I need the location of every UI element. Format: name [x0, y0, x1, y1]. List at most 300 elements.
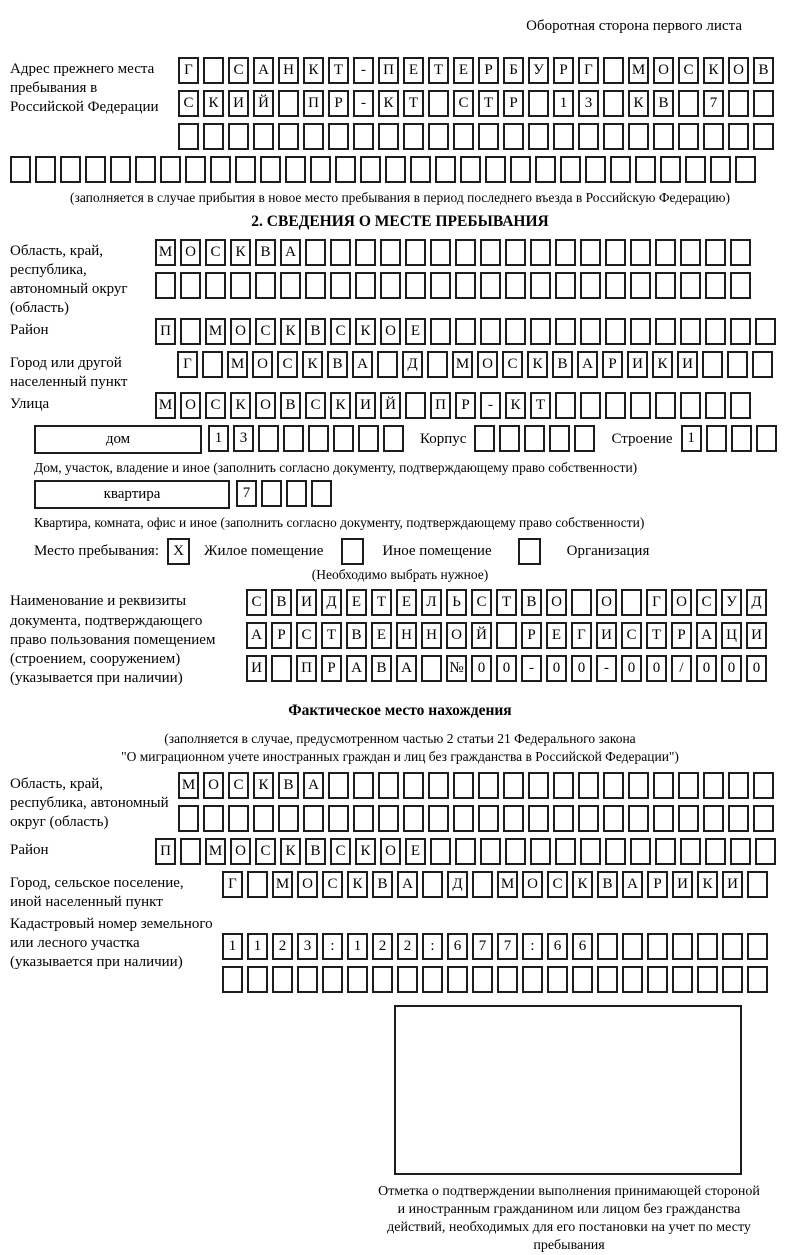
char-box[interactable]: К	[253, 772, 274, 799]
char-box[interactable]: Д	[447, 871, 468, 898]
char-box[interactable]	[578, 805, 599, 832]
char-box[interactable]	[660, 156, 681, 183]
char-box[interactable]	[555, 838, 576, 865]
char-box[interactable]	[428, 123, 449, 150]
char-box[interactable]: У	[721, 589, 742, 616]
char-box[interactable]: 3	[297, 933, 318, 960]
char-box[interactable]: М	[155, 239, 176, 266]
char-box[interactable]	[560, 156, 581, 183]
char-box[interactable]	[603, 123, 624, 150]
char-box[interactable]: Ц	[721, 622, 742, 649]
char-box[interactable]: 3	[578, 90, 599, 117]
char-box[interactable]: К	[302, 351, 323, 378]
char-box[interactable]	[480, 239, 501, 266]
char-box[interactable]	[756, 425, 777, 452]
char-box[interactable]	[535, 156, 556, 183]
char-box[interactable]	[703, 772, 724, 799]
char-box[interactable]	[505, 239, 526, 266]
char-box[interactable]: Р	[455, 392, 476, 419]
char-box[interactable]: 0	[646, 655, 667, 682]
char-box[interactable]: О	[252, 351, 273, 378]
char-box[interactable]	[630, 318, 651, 345]
char-box[interactable]: И	[228, 90, 249, 117]
char-box[interactable]	[549, 425, 570, 452]
char-box[interactable]: 0	[546, 655, 567, 682]
char-box[interactable]	[330, 239, 351, 266]
char-box[interactable]: В	[597, 871, 618, 898]
char-box[interactable]	[160, 156, 181, 183]
char-box[interactable]: А	[253, 57, 274, 84]
char-box[interactable]: С	[305, 392, 326, 419]
char-box[interactable]: Р	[478, 57, 499, 84]
char-box[interactable]	[303, 805, 324, 832]
char-box[interactable]	[422, 966, 443, 993]
char-box[interactable]	[222, 966, 243, 993]
char-box[interactable]	[180, 838, 201, 865]
char-box[interactable]	[753, 90, 774, 117]
char-box[interactable]	[530, 838, 551, 865]
char-box[interactable]: О	[653, 57, 674, 84]
char-box[interactable]: 2	[397, 933, 418, 960]
kvartira-type-box[interactable]: квартира	[34, 480, 230, 509]
char-box[interactable]	[261, 480, 282, 507]
char-box[interactable]	[455, 272, 476, 299]
char-box[interactable]: Е	[453, 57, 474, 84]
char-box[interactable]: Ь	[446, 589, 467, 616]
char-box[interactable]: Е	[371, 622, 392, 649]
char-box[interactable]	[753, 772, 774, 799]
char-box[interactable]	[705, 392, 726, 419]
char-box[interactable]	[278, 90, 299, 117]
char-box[interactable]: В	[280, 392, 301, 419]
char-box[interactable]	[428, 90, 449, 117]
char-box[interactable]	[253, 123, 274, 150]
char-box[interactable]	[480, 318, 501, 345]
char-box[interactable]	[503, 772, 524, 799]
checkbox-inoe[interactable]	[341, 538, 364, 565]
char-box[interactable]	[328, 772, 349, 799]
char-box[interactable]	[460, 156, 481, 183]
char-box[interactable]: М	[178, 772, 199, 799]
char-box[interactable]	[510, 156, 531, 183]
char-box[interactable]	[278, 805, 299, 832]
char-box[interactable]: А	[397, 871, 418, 898]
char-box[interactable]: К	[527, 351, 548, 378]
char-box[interactable]	[405, 392, 426, 419]
char-box[interactable]: П	[296, 655, 317, 682]
char-box[interactable]	[530, 318, 551, 345]
char-box[interactable]: С	[255, 318, 276, 345]
char-box[interactable]	[678, 123, 699, 150]
char-box[interactable]	[730, 318, 751, 345]
char-box[interactable]: О	[477, 351, 498, 378]
char-box[interactable]	[230, 272, 251, 299]
char-box[interactable]: А	[303, 772, 324, 799]
char-box[interactable]	[703, 805, 724, 832]
char-box[interactable]: В	[305, 318, 326, 345]
char-box[interactable]	[728, 123, 749, 150]
char-box[interactable]	[697, 933, 718, 960]
char-box[interactable]	[455, 318, 476, 345]
char-box[interactable]: -	[521, 655, 542, 682]
char-box[interactable]: М	[452, 351, 473, 378]
char-box[interactable]: О	[230, 318, 251, 345]
char-box[interactable]	[353, 772, 374, 799]
char-box[interactable]	[447, 966, 468, 993]
char-box[interactable]: Т	[328, 57, 349, 84]
char-box[interactable]: К	[203, 90, 224, 117]
char-box[interactable]: Е	[405, 318, 426, 345]
char-box[interactable]	[421, 655, 442, 682]
char-box[interactable]	[571, 589, 592, 616]
char-box[interactable]	[297, 966, 318, 993]
char-box[interactable]: Р	[321, 655, 342, 682]
char-box[interactable]: 0	[471, 655, 492, 682]
char-box[interactable]	[555, 272, 576, 299]
char-box[interactable]: Д	[402, 351, 423, 378]
char-box[interactable]	[330, 272, 351, 299]
char-box[interactable]: В	[372, 871, 393, 898]
char-box[interactable]	[603, 57, 624, 84]
char-box[interactable]	[328, 123, 349, 150]
char-box[interactable]	[678, 90, 699, 117]
char-box[interactable]	[272, 966, 293, 993]
char-box[interactable]	[530, 239, 551, 266]
char-box[interactable]: Т	[403, 90, 424, 117]
char-box[interactable]: О	[522, 871, 543, 898]
char-box[interactable]: Д	[321, 589, 342, 616]
char-box[interactable]	[605, 392, 626, 419]
char-box[interactable]: Т	[478, 90, 499, 117]
char-box[interactable]: Е	[546, 622, 567, 649]
char-box[interactable]	[280, 272, 301, 299]
char-box[interactable]: -	[353, 90, 374, 117]
char-box[interactable]: Р	[328, 90, 349, 117]
char-box[interactable]	[605, 838, 626, 865]
char-box[interactable]	[603, 90, 624, 117]
char-box[interactable]: М	[272, 871, 293, 898]
char-box[interactable]	[285, 156, 306, 183]
char-box[interactable]	[610, 156, 631, 183]
char-box[interactable]: 7	[703, 90, 724, 117]
char-box[interactable]	[472, 966, 493, 993]
char-box[interactable]: С	[178, 90, 199, 117]
char-box[interactable]: М	[227, 351, 248, 378]
char-box[interactable]	[524, 425, 545, 452]
char-box[interactable]: К	[303, 57, 324, 84]
char-box[interactable]	[410, 156, 431, 183]
char-box[interactable]	[680, 239, 701, 266]
char-box[interactable]	[378, 805, 399, 832]
char-box[interactable]	[731, 425, 752, 452]
char-box[interactable]: А	[346, 655, 367, 682]
char-box[interactable]: У	[528, 57, 549, 84]
char-box[interactable]: И	[677, 351, 698, 378]
char-box[interactable]	[735, 156, 756, 183]
char-box[interactable]	[430, 272, 451, 299]
char-box[interactable]: -	[353, 57, 374, 84]
char-box[interactable]	[403, 123, 424, 150]
char-box[interactable]	[628, 772, 649, 799]
char-box[interactable]: Т	[646, 622, 667, 649]
char-box[interactable]	[622, 933, 643, 960]
char-box[interactable]: И	[246, 655, 267, 682]
char-box[interactable]	[210, 156, 231, 183]
char-box[interactable]: И	[746, 622, 767, 649]
char-box[interactable]	[378, 772, 399, 799]
char-box[interactable]	[202, 351, 223, 378]
char-box[interactable]	[10, 156, 31, 183]
char-box[interactable]: О	[728, 57, 749, 84]
char-box[interactable]: Н	[278, 57, 299, 84]
char-box[interactable]	[547, 966, 568, 993]
char-box[interactable]: П	[155, 838, 176, 865]
char-box[interactable]	[60, 156, 81, 183]
char-box[interactable]	[360, 156, 381, 183]
char-box[interactable]: К	[652, 351, 673, 378]
char-box[interactable]	[722, 966, 743, 993]
char-box[interactable]: А	[577, 351, 598, 378]
char-box[interactable]	[428, 805, 449, 832]
char-box[interactable]	[377, 351, 398, 378]
char-box[interactable]	[747, 966, 768, 993]
char-box[interactable]: И	[596, 622, 617, 649]
char-box[interactable]: Н	[396, 622, 417, 649]
char-box[interactable]: Р	[553, 57, 574, 84]
char-box[interactable]: 1	[222, 933, 243, 960]
char-box[interactable]	[180, 272, 201, 299]
char-box[interactable]	[228, 805, 249, 832]
char-box[interactable]: В	[371, 655, 392, 682]
char-box[interactable]: К	[355, 838, 376, 865]
char-box[interactable]: Г	[177, 351, 198, 378]
char-box[interactable]	[372, 966, 393, 993]
char-box[interactable]: М	[205, 838, 226, 865]
char-box[interactable]	[603, 805, 624, 832]
char-box[interactable]: Р	[647, 871, 668, 898]
char-box[interactable]	[380, 272, 401, 299]
char-box[interactable]	[455, 239, 476, 266]
char-box[interactable]	[155, 272, 176, 299]
char-box[interactable]: 0	[621, 655, 642, 682]
char-box[interactable]: О	[203, 772, 224, 799]
char-box[interactable]: Н	[421, 622, 442, 649]
char-box[interactable]: 1	[347, 933, 368, 960]
char-box[interactable]	[747, 871, 768, 898]
char-box[interactable]	[703, 123, 724, 150]
dom-type-box[interactable]: дом	[34, 425, 202, 454]
char-box[interactable]	[405, 272, 426, 299]
char-box[interactable]	[303, 123, 324, 150]
char-box[interactable]	[430, 318, 451, 345]
char-box[interactable]	[653, 805, 674, 832]
char-box[interactable]: С	[621, 622, 642, 649]
char-box[interactable]	[597, 966, 618, 993]
char-box[interactable]: А	[622, 871, 643, 898]
char-box[interactable]: 1	[553, 90, 574, 117]
char-box[interactable]: И	[722, 871, 743, 898]
char-box[interactable]	[178, 123, 199, 150]
char-box[interactable]	[705, 239, 726, 266]
checkbox-zhiloe[interactable]: X	[167, 538, 190, 565]
char-box[interactable]: Д	[746, 589, 767, 616]
char-box[interactable]	[135, 156, 156, 183]
char-box[interactable]	[385, 156, 406, 183]
char-box[interactable]: С	[205, 392, 226, 419]
char-box[interactable]: С	[471, 589, 492, 616]
char-box[interactable]: К	[280, 318, 301, 345]
char-box[interactable]	[203, 805, 224, 832]
char-box[interactable]: 6	[547, 933, 568, 960]
char-box[interactable]	[110, 156, 131, 183]
char-box[interactable]	[322, 966, 343, 993]
char-box[interactable]	[672, 933, 693, 960]
char-box[interactable]	[480, 838, 501, 865]
char-box[interactable]: С	[246, 589, 267, 616]
char-box[interactable]	[580, 392, 601, 419]
char-box[interactable]: В	[255, 239, 276, 266]
char-box[interactable]: О	[380, 318, 401, 345]
char-box[interactable]: 0	[571, 655, 592, 682]
char-box[interactable]: И	[296, 589, 317, 616]
char-box[interactable]	[706, 425, 727, 452]
char-box[interactable]: М	[205, 318, 226, 345]
char-box[interactable]	[578, 772, 599, 799]
char-box[interactable]: О	[446, 622, 467, 649]
char-box[interactable]	[553, 123, 574, 150]
char-box[interactable]: В	[653, 90, 674, 117]
char-box[interactable]: М	[628, 57, 649, 84]
char-box[interactable]	[605, 239, 626, 266]
char-box[interactable]	[727, 351, 748, 378]
char-box[interactable]: С	[696, 589, 717, 616]
char-box[interactable]	[380, 239, 401, 266]
char-box[interactable]	[605, 272, 626, 299]
char-box[interactable]	[655, 272, 676, 299]
char-box[interactable]: К	[355, 318, 376, 345]
char-box[interactable]: 2	[372, 933, 393, 960]
char-box[interactable]: К	[280, 838, 301, 865]
char-box[interactable]	[597, 933, 618, 960]
char-box[interactable]: В	[552, 351, 573, 378]
char-box[interactable]	[311, 480, 332, 507]
char-box[interactable]: С	[255, 838, 276, 865]
char-box[interactable]: -	[596, 655, 617, 682]
char-box[interactable]	[530, 272, 551, 299]
char-box[interactable]: К	[697, 871, 718, 898]
char-box[interactable]	[555, 318, 576, 345]
char-box[interactable]: А	[352, 351, 373, 378]
char-box[interactable]: Б	[503, 57, 524, 84]
char-box[interactable]	[655, 392, 676, 419]
char-box[interactable]	[555, 392, 576, 419]
char-box[interactable]	[235, 156, 256, 183]
char-box[interactable]: С	[205, 239, 226, 266]
char-box[interactable]: Р	[503, 90, 524, 117]
char-box[interactable]	[35, 156, 56, 183]
char-box[interactable]	[705, 838, 726, 865]
char-box[interactable]	[680, 392, 701, 419]
char-box[interactable]	[203, 57, 224, 84]
char-box[interactable]	[728, 90, 749, 117]
char-box[interactable]	[472, 871, 493, 898]
char-box[interactable]	[630, 392, 651, 419]
char-box[interactable]	[422, 871, 443, 898]
char-box[interactable]: 7	[472, 933, 493, 960]
char-box[interactable]	[347, 966, 368, 993]
char-box[interactable]: 0	[496, 655, 517, 682]
char-box[interactable]	[228, 123, 249, 150]
char-box[interactable]	[755, 318, 776, 345]
char-box[interactable]	[378, 123, 399, 150]
char-box[interactable]: И	[672, 871, 693, 898]
char-box[interactable]	[621, 589, 642, 616]
char-box[interactable]	[685, 156, 706, 183]
char-box[interactable]: О	[596, 589, 617, 616]
char-box[interactable]: С	[330, 838, 351, 865]
char-box[interactable]	[478, 805, 499, 832]
char-box[interactable]: А	[396, 655, 417, 682]
char-box[interactable]: -	[480, 392, 501, 419]
char-box[interactable]: 7	[236, 480, 257, 507]
char-box[interactable]: Р	[521, 622, 542, 649]
char-box[interactable]	[328, 805, 349, 832]
checkbox-organizatsiya[interactable]	[518, 538, 541, 565]
char-box[interactable]	[628, 123, 649, 150]
char-box[interactable]	[355, 239, 376, 266]
char-box[interactable]	[630, 239, 651, 266]
char-box[interactable]: В	[305, 838, 326, 865]
char-box[interactable]	[286, 480, 307, 507]
char-box[interactable]	[430, 239, 451, 266]
char-box[interactable]	[628, 805, 649, 832]
char-box[interactable]	[572, 966, 593, 993]
char-box[interactable]: /	[671, 655, 692, 682]
char-box[interactable]: Т	[428, 57, 449, 84]
char-box[interactable]: К	[505, 392, 526, 419]
char-box[interactable]: В	[521, 589, 542, 616]
char-box[interactable]: И	[627, 351, 648, 378]
char-box[interactable]: К	[378, 90, 399, 117]
char-box[interactable]	[255, 272, 276, 299]
char-box[interactable]	[730, 272, 751, 299]
char-box[interactable]	[605, 318, 626, 345]
char-box[interactable]	[505, 272, 526, 299]
char-box[interactable]: Г	[222, 871, 243, 898]
char-box[interactable]: С	[296, 622, 317, 649]
char-box[interactable]	[258, 425, 279, 452]
char-box[interactable]	[553, 772, 574, 799]
char-box[interactable]	[580, 239, 601, 266]
char-box[interactable]	[680, 318, 701, 345]
char-box[interactable]	[580, 272, 601, 299]
char-box[interactable]	[528, 123, 549, 150]
char-box[interactable]: В	[346, 622, 367, 649]
char-box[interactable]	[653, 123, 674, 150]
char-box[interactable]	[180, 318, 201, 345]
char-box[interactable]: С	[228, 57, 249, 84]
char-box[interactable]	[553, 805, 574, 832]
char-box[interactable]	[203, 123, 224, 150]
char-box[interactable]: 1	[208, 425, 229, 452]
char-box[interactable]	[453, 772, 474, 799]
char-box[interactable]: 0	[746, 655, 767, 682]
char-box[interactable]	[697, 966, 718, 993]
char-box[interactable]: О	[671, 589, 692, 616]
char-box[interactable]: О	[297, 871, 318, 898]
char-box[interactable]: Р	[671, 622, 692, 649]
char-box[interactable]	[453, 805, 474, 832]
